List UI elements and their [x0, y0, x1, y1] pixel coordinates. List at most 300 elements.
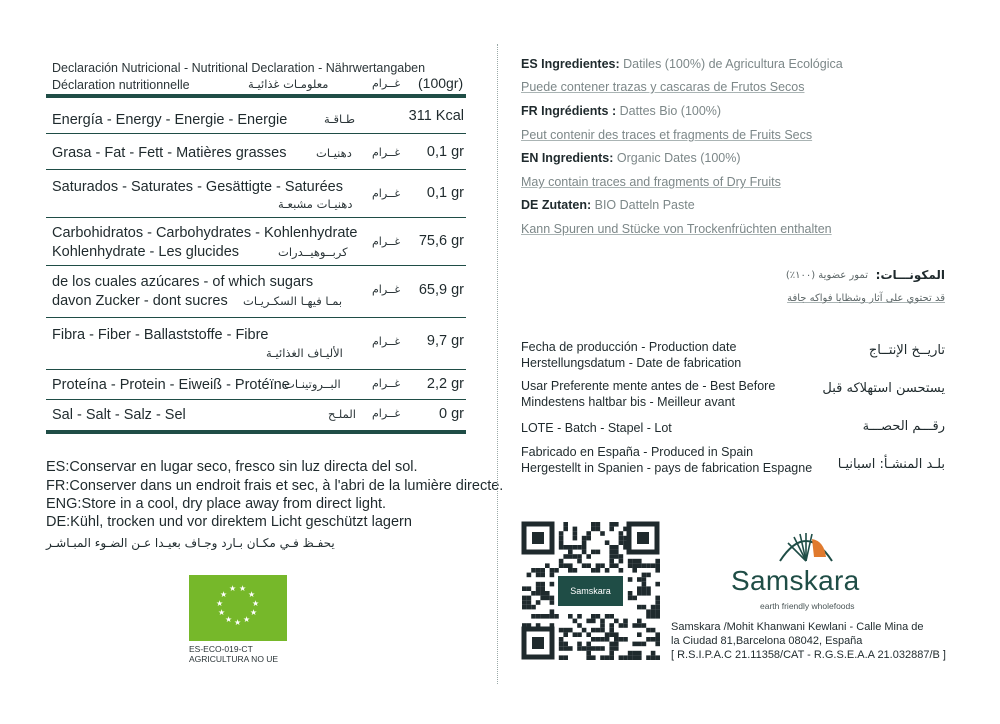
qr-module [605, 655, 610, 660]
nutrition-row-fibre [46, 318, 466, 370]
qr-module [605, 568, 610, 573]
qr-module [609, 642, 614, 647]
qr-module [563, 628, 568, 633]
qr-module [646, 586, 651, 591]
qr-module [637, 632, 642, 637]
qr-module [596, 522, 601, 527]
ingredients-en-text: Organic Dates (100%) [616, 151, 741, 165]
qr-module [573, 536, 578, 541]
qr-module [596, 527, 601, 532]
qr-module [559, 646, 564, 651]
row-value: 0,1 gr [426, 144, 464, 160]
qr-module [582, 628, 587, 633]
qr-module [527, 596, 532, 601]
qr-module [591, 637, 596, 642]
qr-module [550, 596, 555, 601]
qr-module [577, 559, 582, 564]
qr-module [600, 655, 605, 660]
qr-module [586, 642, 591, 647]
ingredients-fr-text: Dattes Bio (100%) [619, 104, 722, 118]
qr-module [637, 577, 642, 582]
nutrition-row-protein [46, 370, 466, 400]
qr-module [646, 573, 651, 578]
svg-text:★: ★ [225, 615, 233, 624]
qr-module [609, 554, 614, 559]
qr-module [531, 591, 536, 596]
storage-es-prefix: ES: [46, 459, 70, 475]
qr-module [655, 614, 660, 619]
storage-fr-text: Conserver dans un endroit frais et sec, à l'abri de la lumière directe. [69, 478, 504, 494]
nutrition-row-fat [46, 134, 466, 170]
qr-module [563, 563, 568, 568]
qr-module [614, 554, 619, 559]
qr-module [619, 554, 624, 559]
qr-module [531, 568, 536, 573]
ingredients-de-label: DE Zutaten: [521, 198, 592, 212]
qr-module [600, 563, 605, 568]
qr-module [637, 651, 642, 656]
qr-module [655, 568, 660, 573]
row-arabic: دهنيـات مشبعـة [278, 197, 353, 211]
qr-module [655, 605, 660, 610]
storage-de-text: Kühl, trocken und vor direktem Licht geschützt lagern [70, 514, 412, 530]
qr-module [655, 582, 660, 587]
qr-module [642, 642, 647, 647]
lot-line1: LOTE - Batch - Stapel - Lot [521, 421, 672, 435]
qr-module [605, 540, 610, 545]
qr-module [522, 586, 527, 591]
address-line1: Samskara /Mohit Khanwani Kewlani - Calle Mina de [671, 621, 924, 633]
svg-text:★: ★ [229, 584, 237, 593]
qr-module [540, 591, 545, 596]
svg-text:★: ★ [252, 599, 260, 608]
qr-module [651, 609, 656, 614]
row-arabic: البــروتينـات [284, 377, 341, 391]
qr-module [531, 605, 536, 610]
row-label: Proteína - Protein - Eiweiß - Protéïne [52, 377, 290, 393]
qr-module [632, 559, 637, 564]
row-label: de los cuales azúcares - of which sugars [52, 274, 314, 290]
qr-module [586, 619, 591, 624]
qr-module [563, 545, 568, 550]
qr-module [632, 568, 637, 573]
qr-module [609, 632, 614, 637]
date-production-line1: Fecha de producción - Production date [521, 340, 737, 354]
qr-module [545, 591, 550, 596]
qr-module [573, 545, 578, 550]
lot-ar: رقـــم الحصـــة [862, 419, 945, 434]
storage-es [46, 459, 418, 475]
qr-module [563, 646, 568, 651]
nutrition-bottom-rule [46, 430, 466, 434]
allergen-de: Kann Spuren und Stücke von Trockenfrüchten enthalten [521, 222, 832, 236]
qr-code[interactable] [521, 521, 660, 660]
qr-module [614, 522, 619, 527]
qr-module [550, 568, 555, 573]
qr-module [655, 642, 660, 647]
eu-organic-leaf-icon [189, 575, 287, 641]
ingredients-en [521, 151, 741, 165]
qr-module [591, 646, 596, 651]
qr-module [609, 563, 614, 568]
qr-module [655, 559, 660, 564]
qr-module [646, 609, 651, 614]
qr-module [619, 559, 624, 564]
registry-numbers: [ R.S.I.P.A.C 21.11358/CAT - R.G.S.E.A.A 21.032887/B ] [671, 649, 946, 661]
qr-module [642, 586, 647, 591]
svg-text:★: ★ [239, 584, 247, 593]
allergen-es: Puede contener trazas y cascaras de Frutos Secos [521, 80, 805, 94]
nutrition-header-subtitle: Déclaration nutritionnelle [52, 78, 190, 92]
qr-module [527, 600, 532, 605]
allergen-fr: Peut contenir des traces et fragments de Fruits Secs [521, 128, 813, 142]
qr-module [582, 646, 587, 651]
qr-module [642, 577, 647, 582]
qr-module [619, 531, 624, 536]
qr-module [609, 527, 614, 532]
qr-module [550, 573, 555, 578]
qr-module [628, 596, 633, 601]
qr-module [642, 582, 647, 587]
row-label: Energía - Energy - Energie - Energie [52, 112, 288, 128]
qr-module [596, 550, 601, 555]
qr-module [637, 559, 642, 564]
qr-module [559, 545, 564, 550]
qr-module [614, 619, 619, 624]
qr-module [646, 591, 651, 596]
column-divider [497, 44, 498, 684]
qr-module [550, 614, 555, 619]
company-address [671, 620, 946, 662]
qr-module [609, 559, 614, 564]
qr-module [582, 563, 587, 568]
samskara-tree-logo [776, 527, 836, 565]
qr-module [577, 642, 582, 647]
row-value: 0,1 gr [426, 185, 464, 201]
qr-module [614, 632, 619, 637]
qr-module [600, 531, 605, 536]
row-label: Carbohidratos - Carbohydrates - Kohlenhydrate [52, 225, 358, 241]
qr-module [554, 614, 559, 619]
qr-module [591, 522, 596, 527]
date-production [521, 339, 741, 371]
svg-text:★: ★ [248, 590, 256, 599]
ingredients-fr [521, 104, 721, 118]
row-gram: غــرام [372, 187, 401, 200]
qr-module [628, 591, 633, 596]
qr-module [632, 563, 637, 568]
qr-module [545, 596, 550, 601]
qr-module [619, 623, 624, 628]
qr-module [559, 563, 564, 568]
qr-module [522, 605, 527, 610]
qr-module [586, 646, 591, 651]
ingredients-ar-label: المكونـــات: [875, 268, 945, 282]
qr-module [554, 568, 559, 573]
qr-module [559, 628, 564, 633]
ingredients-de-text: BIO Datteln Paste [594, 198, 695, 212]
qr-module [623, 655, 628, 660]
qr-module [596, 628, 601, 633]
qr-module [568, 563, 573, 568]
qr-module [573, 531, 578, 536]
qr-module [559, 531, 564, 536]
qr-module [573, 554, 578, 559]
qr-module [563, 527, 568, 532]
country-origin-line1: Fabricado en España - Produced in Spain [521, 445, 754, 459]
row-arabic: طـاقـة [324, 112, 356, 126]
nutrition-header-gram: غــرام [372, 77, 401, 90]
qr-module [586, 531, 591, 536]
nutrition-header-unit: (100gr) [418, 75, 464, 91]
row-arabic: بمـا فيهـا السكـريـات [243, 294, 343, 308]
row-label: Grasa - Fat - Fett - Matières grasses [52, 145, 287, 161]
qr-module [573, 527, 578, 532]
qr-module [609, 522, 614, 527]
storage-es-text: Conservar en lugar seco, fresco sin luz directa del sol. [69, 459, 418, 475]
qr-module [600, 619, 605, 624]
qr-module [623, 637, 628, 642]
storage-ar: يحفـظ فـي مكـان بـارد وجـاف بعيـدا عـن الضـوء المبـاشـر [46, 536, 335, 550]
ingredients-de [521, 198, 695, 212]
qr-module [540, 573, 545, 578]
qr-module [568, 545, 573, 550]
date-production-ar: تاريــخ الإنتــاج [868, 343, 945, 358]
qr-module [646, 637, 651, 642]
qr-module [596, 568, 601, 573]
qr-module [559, 536, 564, 541]
qr-module [596, 646, 601, 651]
qr-module [591, 614, 596, 619]
qr-module [591, 568, 596, 573]
qr-module [527, 573, 532, 578]
qr-module [619, 655, 624, 660]
qr-module [573, 619, 578, 624]
qr-module [642, 563, 647, 568]
qr-module [651, 655, 656, 660]
nutrition-row-salt [46, 400, 466, 430]
qr-module [623, 623, 628, 628]
qr-module [536, 591, 541, 596]
row-value: 0 gr [439, 406, 464, 422]
qr-module [563, 642, 568, 647]
row-gram: غــرام [372, 335, 401, 348]
qr-module [614, 637, 619, 642]
row-value: 2,2 gr [426, 376, 464, 392]
qr-module [568, 568, 573, 573]
organic-code: ES-ECO-019-CT [189, 644, 253, 654]
qr-module [646, 655, 651, 660]
qr-module [600, 628, 605, 633]
qr-module [637, 563, 642, 568]
qr-module [619, 637, 624, 642]
qr-module [619, 540, 624, 545]
qr-module [619, 536, 624, 541]
row-gram: غــرام [372, 377, 401, 390]
qr-module [586, 554, 591, 559]
qr-module [600, 646, 605, 651]
nutrition-row-carbohydrates [46, 218, 466, 266]
ingredients-es-text: Datiles (100%) de Agricultura Ecológica [623, 57, 843, 71]
storage-de [46, 514, 412, 530]
qr-module [550, 609, 555, 614]
qr-module [614, 550, 619, 555]
qr-module [609, 651, 614, 656]
qr-module [540, 596, 545, 601]
svg-text:★: ★ [218, 608, 226, 617]
row-label: Saturados - Saturates - Gesättigte - Saturées [52, 179, 343, 195]
qr-module [536, 586, 541, 591]
qr-module [586, 632, 591, 637]
qr-module [642, 605, 647, 610]
nutrition-row-energy [46, 98, 466, 134]
qr-module [632, 623, 637, 628]
row-arabic: دهنيـات [316, 146, 352, 160]
qr-module [632, 642, 637, 647]
qr-module [591, 628, 596, 633]
qr-module [605, 637, 610, 642]
svg-text:★: ★ [220, 590, 228, 599]
qr-module [628, 563, 633, 568]
row-label-2: Kohlenhydrate - Les glucides [52, 244, 240, 260]
qr-module [550, 582, 555, 587]
qr-module [642, 623, 647, 628]
qr-module [655, 563, 660, 568]
ingredients-es-label: ES Ingredientes: [521, 57, 620, 71]
qr-module [655, 655, 660, 660]
qr-module [591, 527, 596, 532]
qr-module [609, 655, 614, 660]
ingredients-en-label: EN Ingredients: [521, 151, 614, 165]
qr-module [614, 642, 619, 647]
country-origin [521, 444, 812, 476]
qr-module [655, 600, 660, 605]
qr-module [573, 632, 578, 637]
qr-module [632, 655, 637, 660]
storage-eng-prefix: ENG: [46, 496, 82, 512]
qr-module [522, 596, 527, 601]
row-value: 9,7 gr [426, 333, 464, 349]
qr-module [623, 619, 628, 624]
qr-module [651, 605, 656, 610]
qr-module [531, 614, 536, 619]
brand-name: Samskara [731, 565, 860, 596]
qr-module [642, 591, 647, 596]
qr-module [596, 563, 601, 568]
qr-module [655, 609, 660, 614]
qr-module [568, 550, 573, 555]
qr-module [550, 600, 555, 605]
qr-module [577, 646, 582, 651]
qr-brand-badge-text: Samskara [570, 586, 611, 596]
qr-module [637, 586, 642, 591]
qr-module [563, 655, 568, 660]
qr-module [609, 550, 614, 555]
qr-module [646, 563, 651, 568]
qr-module [582, 545, 587, 550]
qr-module [637, 642, 642, 647]
qr-module [559, 637, 564, 642]
qr-module [577, 614, 582, 619]
qr-module [559, 559, 564, 564]
qr-module [536, 600, 541, 605]
storage-eng-text: Store in a cool, dry place away from direct light. [81, 496, 387, 512]
allergen-en: May contain traces and fragments of Dry Fruits [521, 175, 781, 189]
qr-module [651, 628, 656, 633]
eu-organic-logo [189, 575, 287, 641]
row-arabic: الملـح [328, 407, 356, 421]
svg-text:★: ★ [234, 618, 242, 627]
svg-text:★: ★ [243, 615, 251, 624]
qr-module [609, 628, 614, 633]
row-gram: غــرام [372, 407, 401, 420]
qr-module [559, 642, 564, 647]
row-value: 75,6 gr [418, 233, 464, 249]
qr-module [563, 632, 568, 637]
organic-origin: AGRICULTURA NO UE [189, 654, 279, 664]
qr-module [655, 632, 660, 637]
qr-module [568, 646, 573, 651]
ingredients-ar-text: تمور عضوية (١٠٠٪) [785, 270, 868, 281]
qr-module [586, 563, 591, 568]
qr-module [632, 596, 637, 601]
storage-fr [46, 478, 503, 494]
qr-module [651, 651, 656, 656]
qr-module [577, 554, 582, 559]
nutrition-row-saturates [46, 170, 466, 218]
qr-module [527, 605, 532, 610]
allergen-ar: قد تحتوي على آثار وشظايا فواكه جافة [787, 293, 945, 304]
qr-module [540, 586, 545, 591]
qr-module [568, 614, 573, 619]
qr-module [605, 632, 610, 637]
qr-module [628, 655, 633, 660]
svg-text:★: ★ [216, 599, 224, 608]
row-gram: غــرام [372, 235, 401, 248]
qr-module [637, 619, 642, 624]
qr-module [637, 623, 642, 628]
qr-module [573, 568, 578, 573]
qr-module [614, 563, 619, 568]
qr-module [637, 591, 642, 596]
qr-module [563, 554, 568, 559]
qr-brand-badge [558, 576, 623, 606]
ingredients-fr-label: FR Ingrédients : [521, 104, 617, 118]
qr-module [563, 522, 568, 527]
row-gram: غــرام [372, 146, 401, 159]
qr-module [536, 582, 541, 587]
qr-module [545, 614, 550, 619]
date-production-line2: Herstellungsdatum - Date de fabrication [521, 356, 742, 370]
row-value: 65,9 gr [418, 282, 464, 298]
qr-module [591, 550, 596, 555]
storage-eng [46, 496, 386, 512]
address-line2: la Ciudad 81,Barcelona 08042, España [671, 635, 863, 647]
qr-module [540, 582, 545, 587]
row-label-2: davon Zucker - dont sucres [52, 293, 228, 309]
qr-module [559, 655, 564, 660]
ingredients-es [521, 57, 843, 71]
tree-logo-icon [776, 527, 836, 565]
country-origin-line2: Hergestellt in Spanien - pays de fabrication Espagne [521, 461, 813, 475]
qr-module [609, 623, 614, 628]
row-value: 311 Kcal [408, 108, 464, 124]
qr-module [591, 655, 596, 660]
qr-module [540, 614, 545, 619]
qr-module [642, 573, 647, 578]
qr-module [586, 536, 591, 541]
qr-module [540, 568, 545, 573]
